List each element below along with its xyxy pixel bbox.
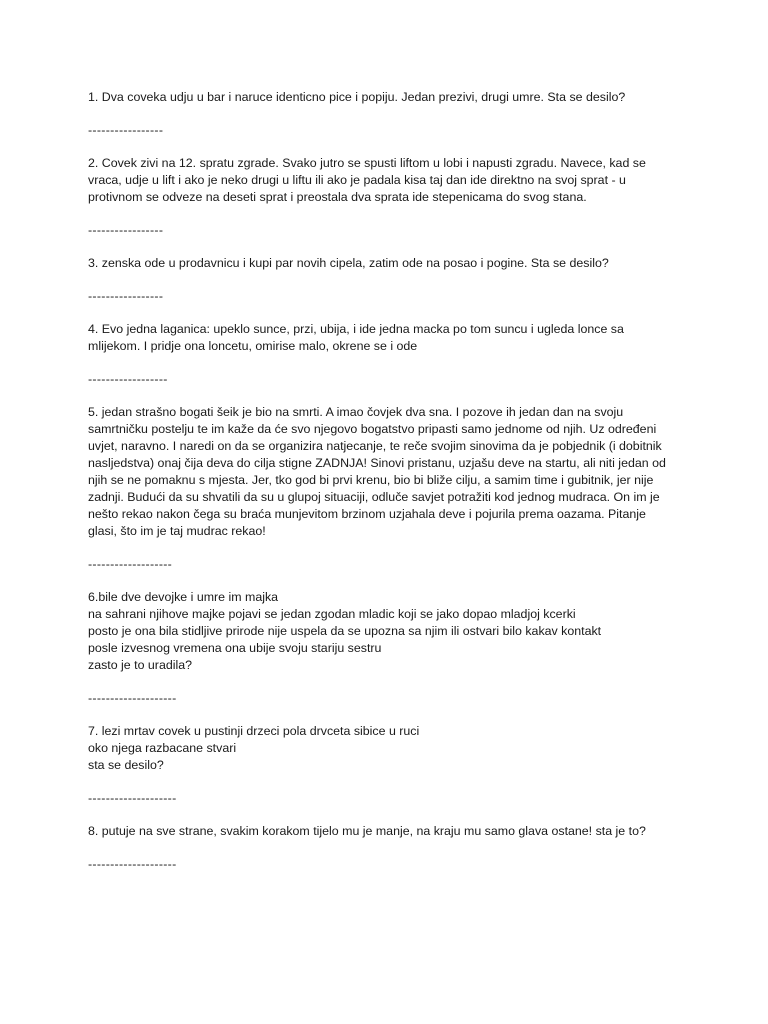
document-page [88,89,688,889]
riddle-1-line-1: 1. Dva coveka udju u bar i naruce identicno pice i popiju. Jedan prezivi, drugi umre. Sta se desilo? [88,90,626,104]
riddle-5-line-7: nešto rekao nakon čega su braća munjevitom brzinom uzjahala deve i pojurila prema oazama. Pitanje [88,507,646,521]
separator-6: -------------------- [88,691,177,705]
riddle-7-line-1: 7. lezi mrtav covek u pustinji drzeci pola drvceta sibice u ruci [88,724,420,738]
riddle-5-line-4: nasljedstva) onaj čija deva do cilja stigne ZADNJA! Sinovi pristanu, uzjašu deve na startu, ali niti jedan od [88,456,666,470]
riddle-6-line-5: zasto je to uradila? [88,658,193,672]
riddle-5-line-6: zadnji. Budući da su shvatili da su u glupoj situaciji, odluče savjet potražiti kod jednog mudraca. On im je [88,490,660,504]
riddle-5 [88,404,688,540]
riddle-6 [88,589,688,674]
riddle-6-line-3: posto je ona bila stidljive prirode nije uspela da se upozna sa njim ili ostvari bilo kakav kontakt [88,624,602,638]
riddle-5-line-2: samrtničku postelju te im kaže da će svo njegovo bogatstvo pripasti samo jednome od njih. Uz određeni [88,422,657,436]
riddle-2-line-1: 2. Covek zivi na 12. spratu zgrade. Svako jutro se spusti liftom u lobi i napusti zgradu. Navece, kad se [88,156,646,170]
riddle-8-line-1: 8. putuje na sve strane, svakim korakom tijelo mu je manje, na kraju mu samo glava ostane! sta je to? [88,824,646,838]
separator-1: ----------------- [88,123,164,137]
riddle-4-line-2: mlijekom. I pridje ona loncetu, omirise malo, okrene se i ode [88,339,418,353]
riddle-5-line-3: uvjet, naravno. I naredi on da se organizira natjecanje, te reče svojim sinovima da je pobjednik (i dobitnik [88,439,662,453]
riddle-2-line-3: protivnom se odveze na deseti sprat i preostala dva sprata ide stepenicama do svog stana. [88,190,587,204]
riddle-2 [88,155,688,206]
separator-2: ----------------- [88,223,164,237]
riddle-8 [88,823,688,840]
riddle-6-line-4: posle izvesnog vremena ona ubije svoju stariju sestru [88,641,382,655]
riddle-4 [88,321,688,355]
riddle-5-line-8: glasi, što im je taj mudrac rekao! [88,524,266,538]
riddle-3-line-1: 3. zenska ode u prodavnicu i kupi par novih cipela, zatim ode na posao i pogine. Sta se desilo? [88,256,609,270]
riddle-1 [88,89,688,106]
riddle-2-line-2: vraca, udje u lift i ako je neko drugi u liftu ili ako je padala kisa taj dan ide direktno na svoj sprat - u [88,173,626,187]
riddle-7-line-2: oko njega razbacane stvari [88,741,237,755]
riddle-3 [88,255,688,272]
separator-5: ------------------- [88,557,173,571]
riddle-5-line-5: njih se ne pomaknu s mjesta. Jer, tko god bi prvi krenu, bio bi bliže cilju, a samim time i gubitnik, jer nije [88,473,654,487]
separator-7: -------------------- [88,791,177,805]
separator-8: -------------------- [88,857,177,871]
riddle-7 [88,723,688,774]
separator-3: ----------------- [88,289,164,303]
riddle-4-line-1: 4. Evo jedna laganica: upeklo sunce, przi, ubija, i ide jedna macka po tom suncu i ugleda lonce sa [88,322,624,336]
riddle-6-line-1: 6.bile dve devojke i umre im majka [88,590,279,604]
riddle-6-line-2: na sahrani njihove majke pojavi se jedan zgodan mladic koji se jako dopao mladjoj kcerki [88,607,576,621]
riddle-5-line-1: 5. jedan strašno bogati šeik je bio na smrti. A imao čovjek dva sna. I pozove ih jedan dan na svoju [88,405,624,419]
riddle-7-line-3: sta se desilo? [88,758,164,772]
separator-4: ------------------ [88,372,168,386]
